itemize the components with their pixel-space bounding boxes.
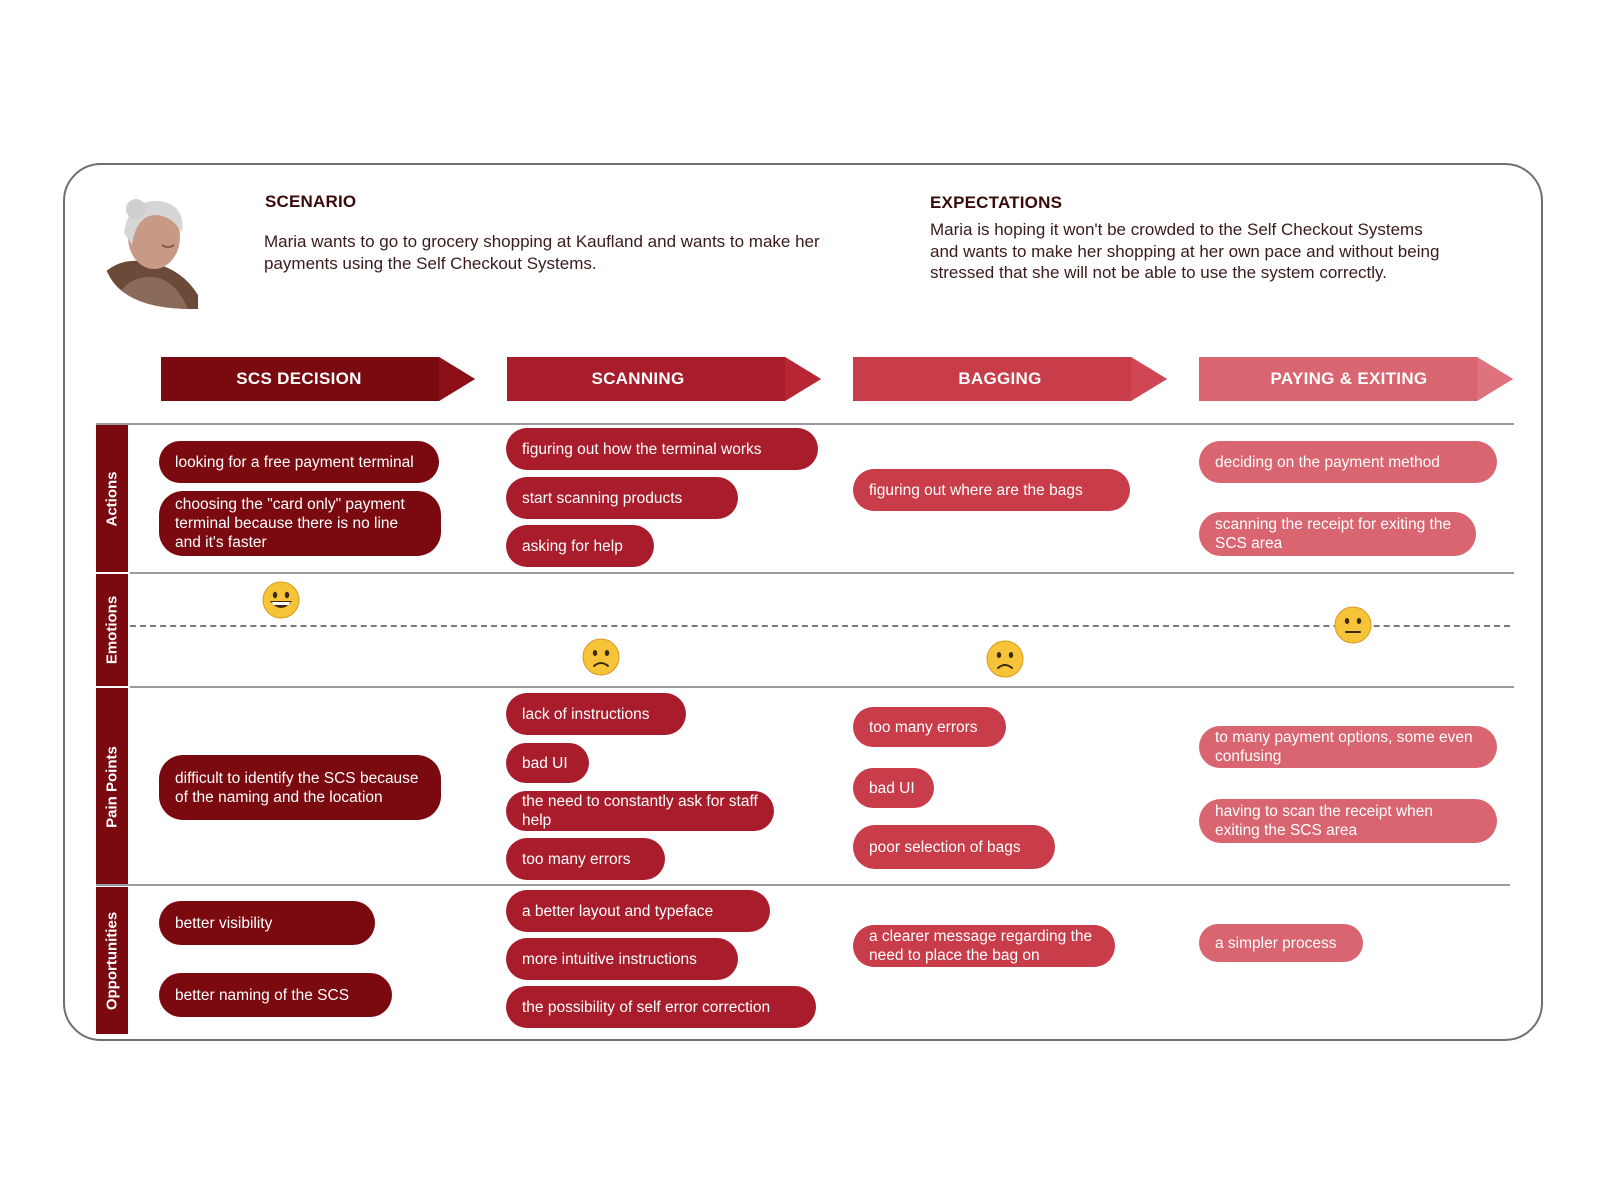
opportunity-card: a simpler process	[1199, 924, 1363, 962]
opportunity-card: better visibility	[159, 901, 375, 945]
happy-face-icon	[262, 581, 300, 619]
stage-scanning	[507, 357, 821, 401]
pain-point-card: poor selection of bags	[853, 825, 1055, 869]
opportunity-card: a clearer message regarding the need to place the bag on	[853, 925, 1115, 967]
pain-point-card: lack of instructions	[506, 693, 686, 735]
row-divider	[96, 423, 1514, 425]
stage-paying-exiting	[1199, 357, 1513, 401]
neutral-face-icon	[1334, 606, 1372, 644]
action-card: looking for a free payment terminal	[159, 441, 439, 483]
action-card: choosing the "card only" payment terminal because there is no line and it's faster	[159, 491, 441, 556]
row-label-text: Pain Points	[103, 745, 121, 828]
sad-face-icon	[986, 640, 1024, 678]
action-card: start scanning products	[506, 477, 738, 519]
pain-point-card: too many errors	[506, 838, 665, 880]
stage-bagging	[853, 357, 1167, 401]
opportunity-card: more intuitive instructions	[506, 938, 738, 980]
stage-scs-decision	[161, 357, 475, 401]
pain-point-card: having to scan the receipt when exiting the SCS area	[1199, 799, 1497, 843]
row-label-pain-points	[96, 688, 128, 885]
pain-point-card: bad UI	[506, 743, 589, 783]
row-label-opportunities	[96, 887, 128, 1034]
row-label-text: Actions	[103, 470, 121, 527]
action-card: asking for help	[506, 525, 654, 567]
stage-label: BAGGING	[958, 369, 1042, 388]
stage-label: PAYING & EXITING	[1270, 369, 1428, 388]
pain-point-card: to many payment options, some even confusing	[1199, 726, 1497, 768]
pain-point-card: bad UI	[853, 768, 934, 808]
row-label-emotions	[96, 574, 128, 686]
scenario-text: Maria wants to go to grocery shopping at Kaufland and wants to make her payments using the Self Checkout Systems.	[264, 232, 820, 273]
action-card: figuring out how the terminal works	[506, 428, 818, 470]
action-card: deciding on the payment method	[1199, 441, 1497, 483]
stage-label: SCANNING	[591, 369, 685, 388]
opportunity-card: the possibility of self error correction	[506, 986, 816, 1028]
row-divider	[130, 572, 1514, 574]
action-card: scanning the receipt for exiting the SCS area	[1199, 512, 1476, 556]
row-divider	[130, 686, 1514, 688]
opportunity-card: better naming of the SCS	[159, 973, 392, 1017]
action-card: figuring out where are the bags	[853, 469, 1130, 511]
sad-face-icon	[582, 638, 620, 676]
row-label-text: Emotions	[103, 595, 121, 665]
row-divider	[96, 884, 1510, 886]
pain-point-card: difficult to identify the SCS because of the naming and the location	[159, 755, 441, 820]
scenario-title: SCENARIO	[265, 192, 357, 211]
expectations-text: Maria is hoping it won't be crowded to the Self Checkout Systems and wants to make her shopping at her own pace and without being stressed that she will not be able to use the system correctly.	[930, 220, 1440, 282]
row-label-actions	[96, 425, 128, 572]
pain-point-card: the need to constantly ask for staff help	[506, 791, 774, 831]
opportunity-card: a better layout and typeface	[506, 890, 770, 932]
emotion-baseline	[130, 625, 1510, 627]
pain-point-card: too many errors	[853, 707, 1006, 747]
persona-avatar	[102, 185, 198, 309]
row-label-text: Opportunities	[103, 911, 121, 1010]
expectations-title: EXPECTATIONS	[930, 193, 1063, 212]
stage-label: SCS DECISION	[236, 369, 362, 388]
